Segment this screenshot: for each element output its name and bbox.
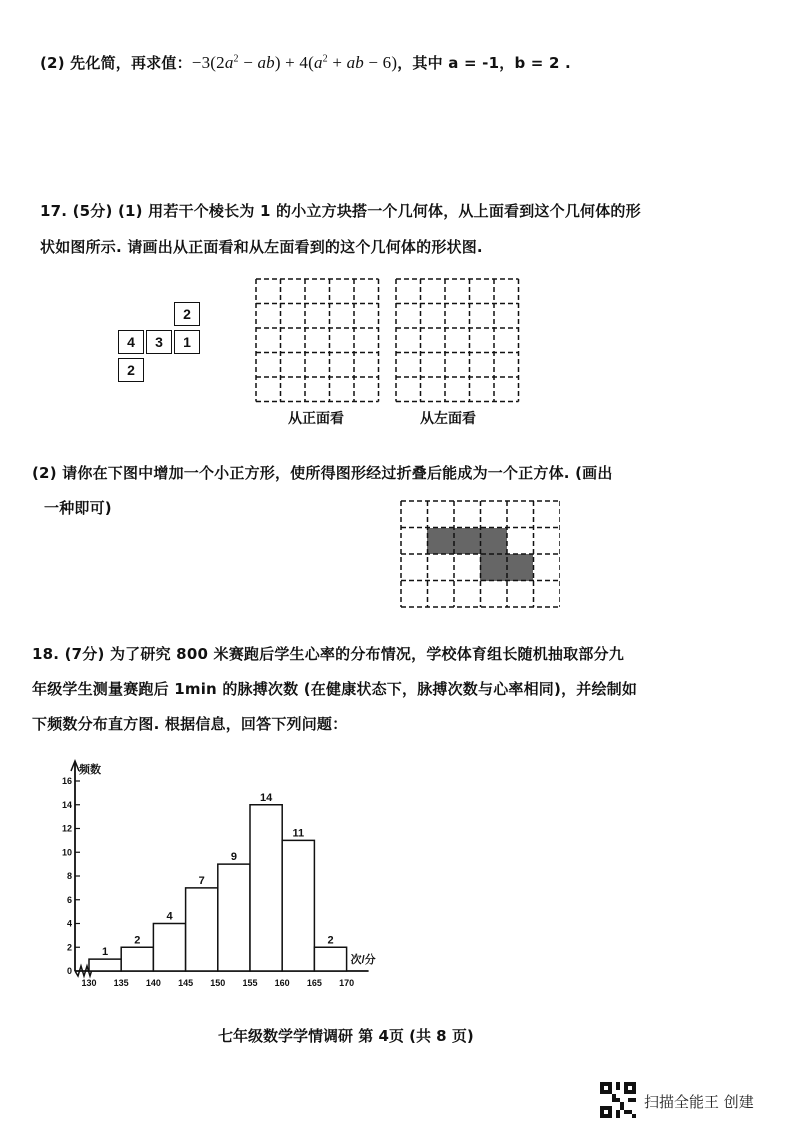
q18-line2: 年级学生测量赛跑后 1min 的脉搏次数 (在健康状态下，脉搏次数与心率相同)，并绘制如: [32, 680, 638, 698]
x-axis-label: 次/分: [350, 954, 376, 966]
x-tick-label: 160: [274, 978, 290, 988]
y-tick-label: 8: [66, 871, 72, 881]
top-view-cell: 4: [118, 330, 144, 354]
y-tick-label: 16: [61, 776, 72, 786]
q17-part2-line1: (2) 请你在下图中增加一个小正方形，使所得图形经过折叠后能成为一个正方体. (画出: [32, 464, 613, 482]
top-view-cell: 3: [146, 330, 172, 354]
front-grid-lines: [256, 279, 379, 402]
x-tick-label: 165: [306, 978, 322, 988]
histogram-bars: [89, 805, 347, 971]
x-tick-label: 170: [339, 978, 355, 988]
histogram-bar: [153, 924, 185, 972]
x-tick-label: 155: [242, 978, 258, 988]
x-tick-label: 135: [113, 978, 129, 988]
x-tick-label: 150: [210, 978, 226, 988]
y-tick-label: 10: [61, 847, 72, 858]
bar-value-label: 4: [166, 910, 173, 923]
x-tick-label: 130: [81, 978, 97, 988]
q17-line2: 状如图所示. 请画出从正面看和从左面看到的这个几何体的形状图.: [40, 238, 483, 256]
top-view-cell: 1: [174, 330, 200, 354]
bar-value-label: 11: [292, 827, 305, 840]
q17-line1: 17. (5分) (1) 用若干个棱长为 1 的小立方块搭一个几何体，从上面看到这个几何体的形: [40, 202, 641, 220]
bar-value-label: 1: [102, 946, 109, 959]
left-view-grid[interactable]: [395, 278, 521, 404]
bar-value-label: 7: [198, 874, 205, 887]
histogram-bar: [218, 864, 250, 971]
histogram-bar: [186, 888, 218, 971]
caption-left-view: 从左面看: [420, 411, 476, 427]
y-tick-label: 0: [66, 966, 72, 976]
caption-front-view: 从正面看: [288, 411, 344, 427]
left-grid-lines: [396, 279, 519, 402]
histogram-bar: [314, 947, 346, 971]
y-tick-label: 4: [66, 918, 72, 929]
y-tick-label: 14: [61, 799, 72, 810]
q16-part2-line: [40, 52, 571, 73]
net-grid[interactable]: [400, 500, 560, 608]
qr-code-icon: [600, 1082, 636, 1118]
x-tick-label: 145: [178, 978, 194, 988]
histogram-bar: [89, 959, 121, 971]
frequency-histogram: [55, 755, 415, 1000]
q16-expression: $-3(2a^2 - ab) + 4(a^2$ + ab − 6): [191, 53, 398, 72]
q18-line3: 下频数分布直方图. 根据信息，回答下列问题：: [32, 715, 348, 733]
front-view-grid[interactable]: [255, 278, 381, 404]
y-tick-label: 6: [66, 894, 72, 905]
y-axis-label: 频数: [79, 764, 101, 776]
bar-value-label: 9: [230, 851, 237, 864]
bar-value-label: 14: [259, 791, 273, 804]
histogram-bar: [250, 805, 282, 971]
top-view-figure: [118, 302, 208, 382]
q16-condition: ，其中 a = -1，b = 2 .: [397, 54, 571, 72]
y-tick-label: 12: [61, 823, 72, 834]
q17-part2-line2: 一种即可): [44, 499, 112, 517]
net-shaded-square: [427, 528, 507, 554]
y-tick-label: 2: [66, 942, 72, 953]
watermark-text: 扫描全能王 创建: [644, 1093, 754, 1111]
x-tick-label: 140: [145, 978, 161, 988]
histogram-bar: [282, 840, 314, 971]
top-view-cell: 2: [118, 358, 144, 382]
q16-part2-prefix: (2) 先化简，再求值：: [40, 54, 192, 72]
bar-value-label: 2: [327, 934, 334, 947]
q18-line1: 18. (7分) 为了研究 800 米赛跑后学生心率的分布情况，学校体育组长随机抽取部分九: [32, 645, 624, 663]
page-footer: 七年级数学学情调研 第 4页 (共 8 页): [218, 1027, 474, 1045]
net-grid-lines: [401, 501, 560, 607]
histogram-bar: [121, 947, 153, 971]
top-view-cell: 2: [174, 302, 200, 326]
bar-value-label: 2: [134, 934, 141, 947]
